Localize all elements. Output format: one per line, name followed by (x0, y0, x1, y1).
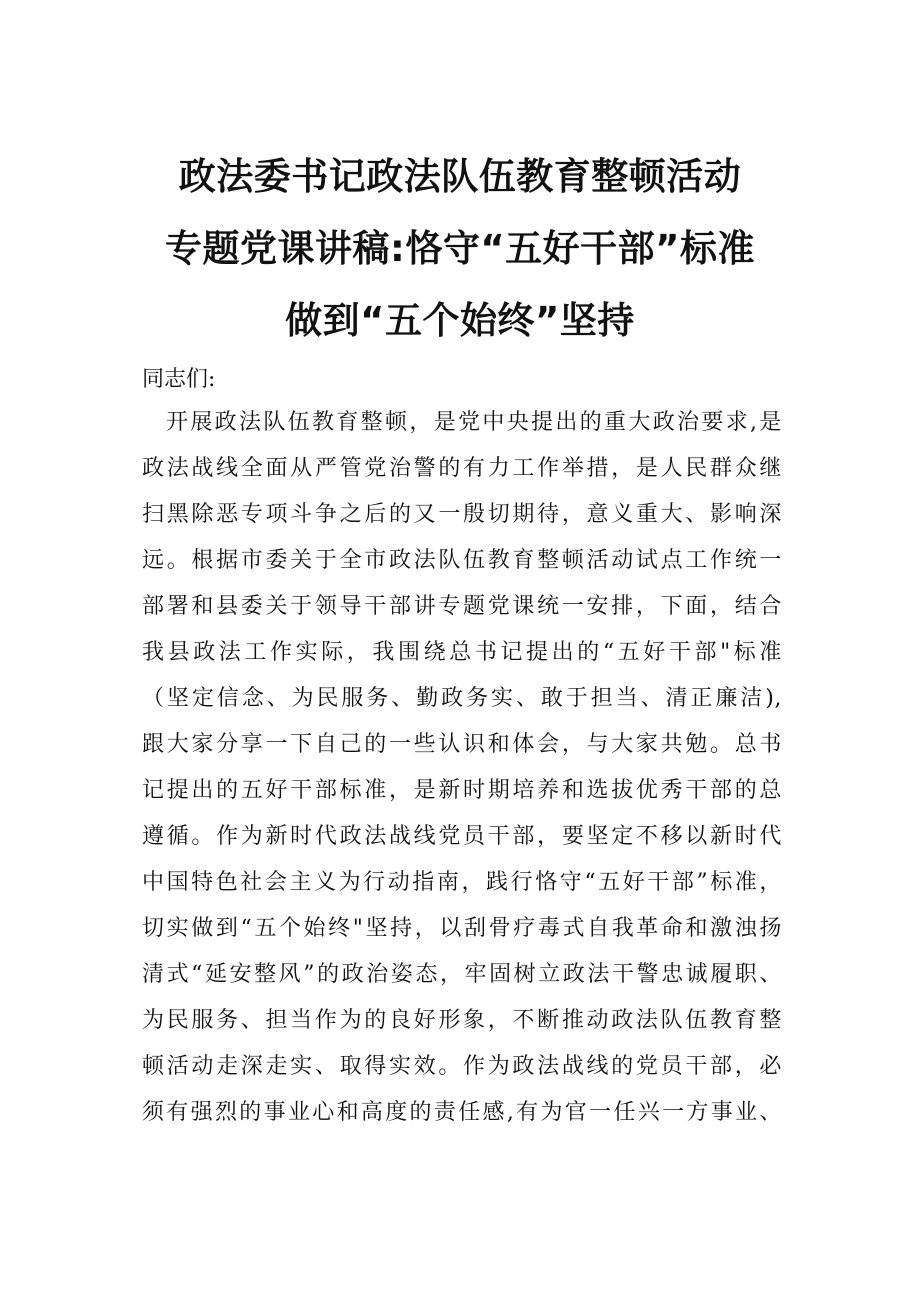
body-line: （坚定信念、为民服务、勤政务实、敢于担当、清正廉洁), (142, 686, 782, 711)
body-line: 中国特色社会主义为行动指南，践行恪守“五好干部”标准， (142, 870, 782, 895)
salutation: 同志们: (142, 367, 216, 392)
title-line-2: 专题党课讲稿:恪守“五好干部”标准 (165, 227, 755, 270)
body-line: 开展政法队伍教育整顿，是党中央提出的重大政治要求,是 (166, 410, 782, 435)
body-line: 扫黑除恶专项斗争之后的又一殷切期待，意义重大、影响深 (142, 502, 782, 527)
title-line-1: 政法委书记政法队伍教育整顿活动 (178, 155, 742, 198)
body-line: 部署和县委关于领导干部讲专题党课统一安排，下面，结合 (142, 594, 782, 619)
body-line: 远。根据市委关于全市政法队伍教育整顿活动试点工作统一 (142, 548, 782, 573)
body-line: 为民服务、担当作为的良好形象，不断推动政法队伍教育整 (142, 1008, 782, 1033)
body-line: 我县政法工作实际，我围绕总书记提出的“五好干部"标准 (142, 640, 782, 665)
body-line: 顿活动走深走实、取得实效。作为政法战线的党员干部，必 (142, 1054, 782, 1079)
body-line: 记提出的五好干部标准，是新时期培养和选拔优秀干部的总 (142, 778, 782, 803)
body-line: 跟大家分享一下自己的一些认识和体会，与大家共勉。总书 (142, 732, 782, 757)
body-line: 须有强烈的事业心和高度的责任感,有为官一任兴一方事业、 (142, 1100, 782, 1125)
body-line: 切实做到“五个始终"坚持，以刮骨疗毒式自我革命和激浊扬 (142, 916, 782, 941)
title-line-3: 做到“五个始终”坚持 (285, 299, 635, 342)
body-line: 政法战线全面从严管党治警的有力工作举措，是人民群众继 (142, 456, 782, 481)
body-line: 清式“延安整风”的政治姿态，牢固树立政法干警忠诚履职、 (142, 962, 782, 987)
body-line: 遵循。作为新时代政法战线党员干部，要坚定不移以新时代 (142, 824, 782, 849)
